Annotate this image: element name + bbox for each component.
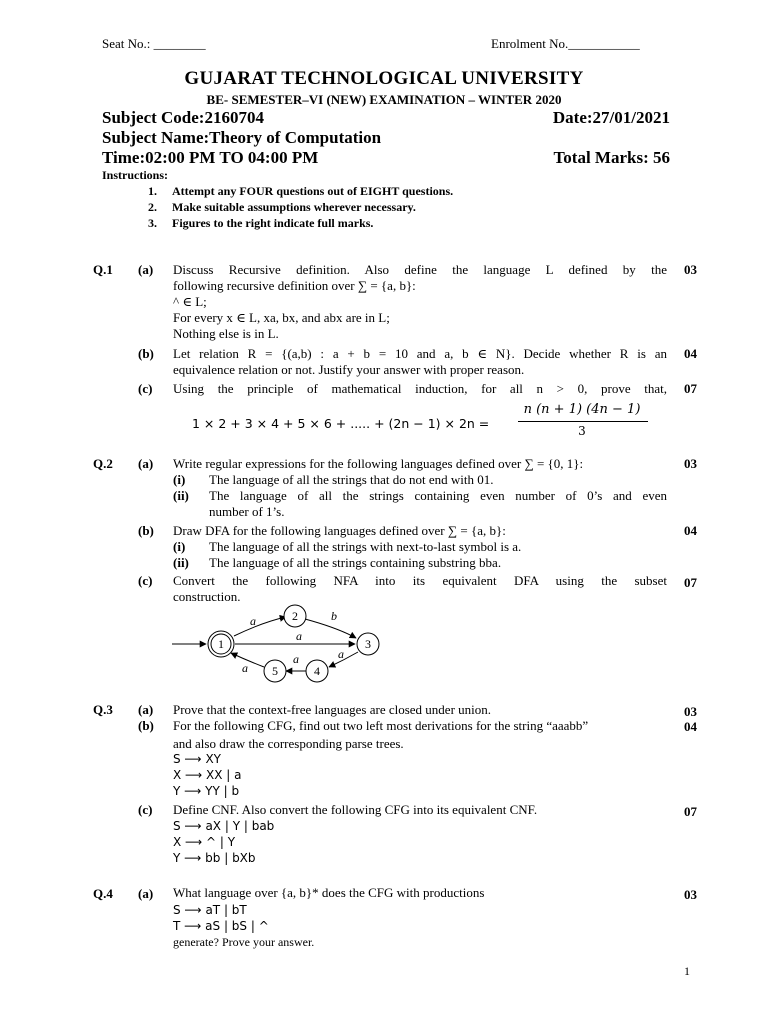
marks: 04	[684, 346, 697, 361]
marks: 07	[684, 575, 697, 590]
part-label: (a)	[138, 886, 154, 901]
university-title: GUJARAT TECHNOLOGICAL UNIVERSITY	[184, 68, 584, 89]
state-label: 4	[314, 664, 320, 678]
question-text: Nothing else is in L.	[173, 326, 279, 341]
part-label: (a)	[138, 702, 154, 717]
instruction-num: 2.	[148, 200, 157, 214]
subpart-label: (i)	[173, 472, 186, 487]
edge-label: a	[242, 661, 248, 675]
exam-date: Date:27/01/2021	[552, 108, 670, 127]
state-label: 2	[292, 609, 298, 623]
question-text: Let relation R = {(a,b) : a + b = 10 and a, b ∈ N}. Decide whether R is an	[173, 346, 667, 361]
question-label: Q.2	[93, 456, 113, 471]
production: T ⟶ aS | bS | ^	[173, 919, 269, 933]
marks: 03	[684, 887, 697, 902]
subject-code: Subject Code:2160704	[102, 108, 264, 127]
question-text: The language of all the strings containing substring bba.	[209, 555, 502, 570]
total-marks: Total Marks: 56	[553, 148, 670, 167]
edge-label: a	[293, 652, 299, 666]
state-label: 3	[365, 637, 371, 651]
instructions-label: Instructions:	[102, 168, 169, 182]
instruction-text: Make suitable assumptions wherever necessary.	[172, 200, 416, 214]
part-label: (b)	[138, 523, 154, 538]
production: S ⟶ aT | bT	[173, 903, 247, 917]
edge-1-2	[234, 617, 286, 636]
formula-denominator: 3	[578, 424, 586, 438]
question-text: equivalence relation or not. Justify your answer with proper reason.	[173, 362, 525, 377]
question-text: Using the principle of mathematical induction, for all n > 0, prove that,	[173, 381, 667, 396]
question-text: and also draw the corresponding parse trees.	[173, 736, 404, 751]
formula-numerator: n (n + 1) (4n − 1)	[523, 402, 641, 417]
part-label: (c)	[138, 381, 153, 396]
part-label: (c)	[138, 573, 153, 588]
question-text: The language of all the strings with next-to-last symbol is a.	[209, 539, 522, 554]
part-label: (a)	[138, 262, 154, 277]
question-text: The language of all the strings that do not end with 01.	[209, 472, 494, 487]
question-text: Define CNF. Also convert the following CFG into its equivalent CNF.	[173, 802, 538, 817]
exam-title: BE- SEMESTER–VI (NEW) EXAMINATION – WINTER 2020	[206, 92, 562, 107]
question-text: Convert the following NFA into its equivalent DFA using the subset	[173, 573, 667, 588]
part-label: (a)	[138, 456, 154, 471]
production: X ⟶ ^ | Y	[173, 835, 236, 849]
marks: 04	[684, 523, 697, 538]
question-text: following recursive definition over ∑ = {a, b}:	[173, 278, 416, 293]
question-text: generate? Prove your answer.	[173, 935, 315, 949]
marks: 03	[684, 456, 697, 471]
instruction-text: Figures to the right indicate full marks.	[172, 216, 374, 230]
marks: 07	[684, 804, 697, 819]
marks: 03	[684, 262, 697, 277]
production: S ⟶ aX | Y | bab	[173, 819, 275, 833]
production: Y ⟶ YY | b	[173, 784, 240, 798]
question-text: Draw DFA for the following languages defined over ∑ = {a, b}:	[173, 523, 506, 538]
enrolment-no: Enrolment No.___________	[491, 36, 640, 51]
question-text: For the following CFG, find out two left most derivations for the string “aaabb”	[173, 718, 589, 733]
state-label: 1	[218, 637, 224, 651]
production: S ⟶ XY	[173, 752, 221, 766]
part-label: (b)	[138, 718, 154, 733]
instruction-num: 3.	[148, 216, 157, 230]
nfa-diagram	[168, 600, 398, 690]
part-label: (c)	[138, 802, 153, 817]
page-number: 1	[684, 964, 690, 978]
production: X ⟶ XX | a	[173, 768, 242, 782]
question-text: number of 1’s.	[209, 504, 285, 519]
instruction-text: Attempt any FOUR questions out of EIGHT questions.	[172, 184, 454, 198]
question-text: construction.	[173, 589, 241, 604]
seat-no: Seat No.: ________	[102, 36, 206, 51]
question-text: Prove that the context-free languages are closed under union.	[173, 702, 492, 717]
subpart-label: (i)	[173, 539, 186, 554]
question-text: What language over {a, b}* does the CFG with productions	[173, 885, 485, 900]
question-text: Discuss Recursive definition. Also define the language L defined by the	[173, 262, 667, 277]
question-text: For every x ∈ L, xa, bx, and abx are in L;	[173, 310, 390, 325]
edge-label: a	[338, 647, 344, 661]
subject-name: Subject Name:Theory of Computation	[102, 128, 382, 147]
question-text: ^ ∈ L;	[173, 294, 207, 309]
edge-label: a	[296, 629, 302, 643]
marks: 07	[684, 381, 697, 396]
formula-lhs: 1 × 2 + 3 × 4 + 5 × 6 + ..... + (2n − 1) × 2n =	[192, 416, 490, 431]
marks: 03	[684, 704, 697, 719]
subpart-label: (ii)	[173, 488, 189, 503]
question-label: Q.3	[93, 702, 113, 717]
marks: 04	[684, 719, 697, 734]
state-label: 5	[272, 664, 278, 678]
exam-time: Time:02:00 PM TO 04:00 PM	[102, 148, 319, 167]
part-label: (b)	[138, 346, 154, 361]
edge-label: a	[250, 614, 256, 628]
question-label: Q.1	[93, 262, 113, 277]
question-text: The language of all the strings containing even number of 0’s and even	[209, 488, 667, 503]
fraction-bar	[518, 421, 648, 422]
edge-label: b	[331, 609, 337, 623]
question-text: Write regular expressions for the following languages defined over ∑ = {0, 1}:	[173, 456, 584, 471]
production: Y ⟶ bb | bXb	[173, 851, 256, 865]
instruction-num: 1.	[148, 184, 157, 198]
subpart-label: (ii)	[173, 555, 189, 570]
question-label: Q.4	[93, 886, 113, 901]
